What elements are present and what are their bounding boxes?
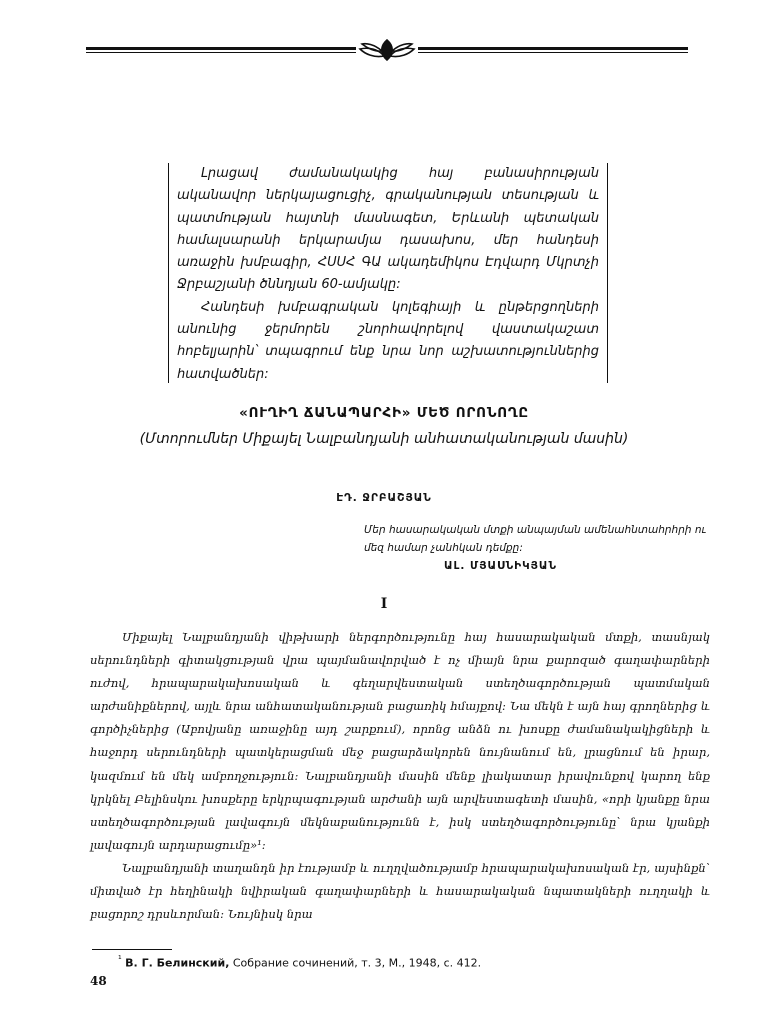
epigraph-author: ԱԼ. ՄՅԱՍՆԻԿՅԱՆ xyxy=(444,560,557,572)
ornamental-header-rule xyxy=(86,36,688,64)
footnote-divider xyxy=(92,949,172,950)
page-number: 48 xyxy=(90,974,107,988)
body-paragraph-1: Միքայել Նալբանդյանի վիթխարի ներգործությունը հայ հասարակական մտքի, տասնյակ սերունդների գիտակցության վրա պայմանավորված է ոչ միայն նրա քարոզած գաղափարների ուժով, հրապարակախոսական և գեղարվեստական ստեղծագործության պատմական արժանիքներով, այլև նրա անհատականության բացառիկ հմայքով: Նա մեկն է այն հայ գրողներից և գործիչներից (Աբովյանը առաջինը այդ շարքում), որոնց անձն ու խոսքը ժամանակակիցների և հաջորդ սերունդների պատկերացման մեջ բացարձակորեն նույնանում են, լրացնում են իրար, կազմում են մեկ ամբողջություն: Նալբանդյանի մասին մենք լիակատար իրավունքով կարող ենք կրկնել Բելինսկու խոսքերը երկրպագության արժանի այն արվեստագետի մասին, «որի կյանքը նրա ստեղծագործության լավագույն մեկնաբանությունն է, իսկ ստեղծագործությունը՝ նրա կյանքի լավագույն արդարացումը»¹: xyxy=(90,630,710,852)
anniversary-announcement-box xyxy=(168,163,608,383)
epigraph xyxy=(364,521,714,575)
footnote xyxy=(118,954,678,970)
body-paragraph-2: Նալբանդյանի տաղանդն իր էությամբ և ուղղվածությամբ հրապարակախոսական էր, այսինքն՝ միտված էր հեղինակի նվիրական գաղափարների և հասարակական նպատակների ուղղակի և բացորոշ դրսևորման: Նույնիսկ նրա xyxy=(90,860,710,922)
announcement-paragraph-1: Լրացավ ժամանակակից հայ բանասիրության ականավոր ներկայացուցիչ, գրականության տեսության և պատմության հայտնի մասնագետ, Երևանի պետական համալսարանի երկարամյա դասախոս, մեր հանդեսի առաջին խմբագիր, ՀՍՍՀ ԳԱ ակադեմիկոս Էդվարդ Մկրտչի Ջրբաշյանի ծննդյան 60-ամյակը: xyxy=(177,166,599,293)
article-author: ԷԴ. ՋՐԲԱՇՅԱՆ xyxy=(336,492,432,504)
article-body xyxy=(90,626,710,926)
footnote-author: В. Г. Белинский, xyxy=(125,956,230,970)
article-subtitle: (Մտորումներ Միքայել Նալբանդյանի անհատականության մասին) xyxy=(139,431,629,447)
footnote-marker: ¹ xyxy=(118,954,122,965)
announcement-paragraph-2: Հանդեսի խմբագրական կոլեգիայի և ընթերցողների անունից ջերմորեն շնորհավորելով վաստակաշատ հոբելյարին՝ տպագրում ենք նրա նոր աշխատություններից հատվածներ: xyxy=(177,299,599,382)
section-number: I xyxy=(380,596,388,612)
footnote-text: Собрание сочинений, т. 3, М., 1948, с. 412. xyxy=(232,956,482,970)
article-title: «ՈՒՂԻՂ ՃԱՆԱՊԱՐՀԻ» ՄԵԾ ՈՐՈՆՈՂԸ xyxy=(239,405,529,421)
epigraph-quote: Մեր հասարակական մտքի անպայման ամենահնտահրհրի ու մեզ համար չանհկան դեմքը: xyxy=(364,524,707,554)
